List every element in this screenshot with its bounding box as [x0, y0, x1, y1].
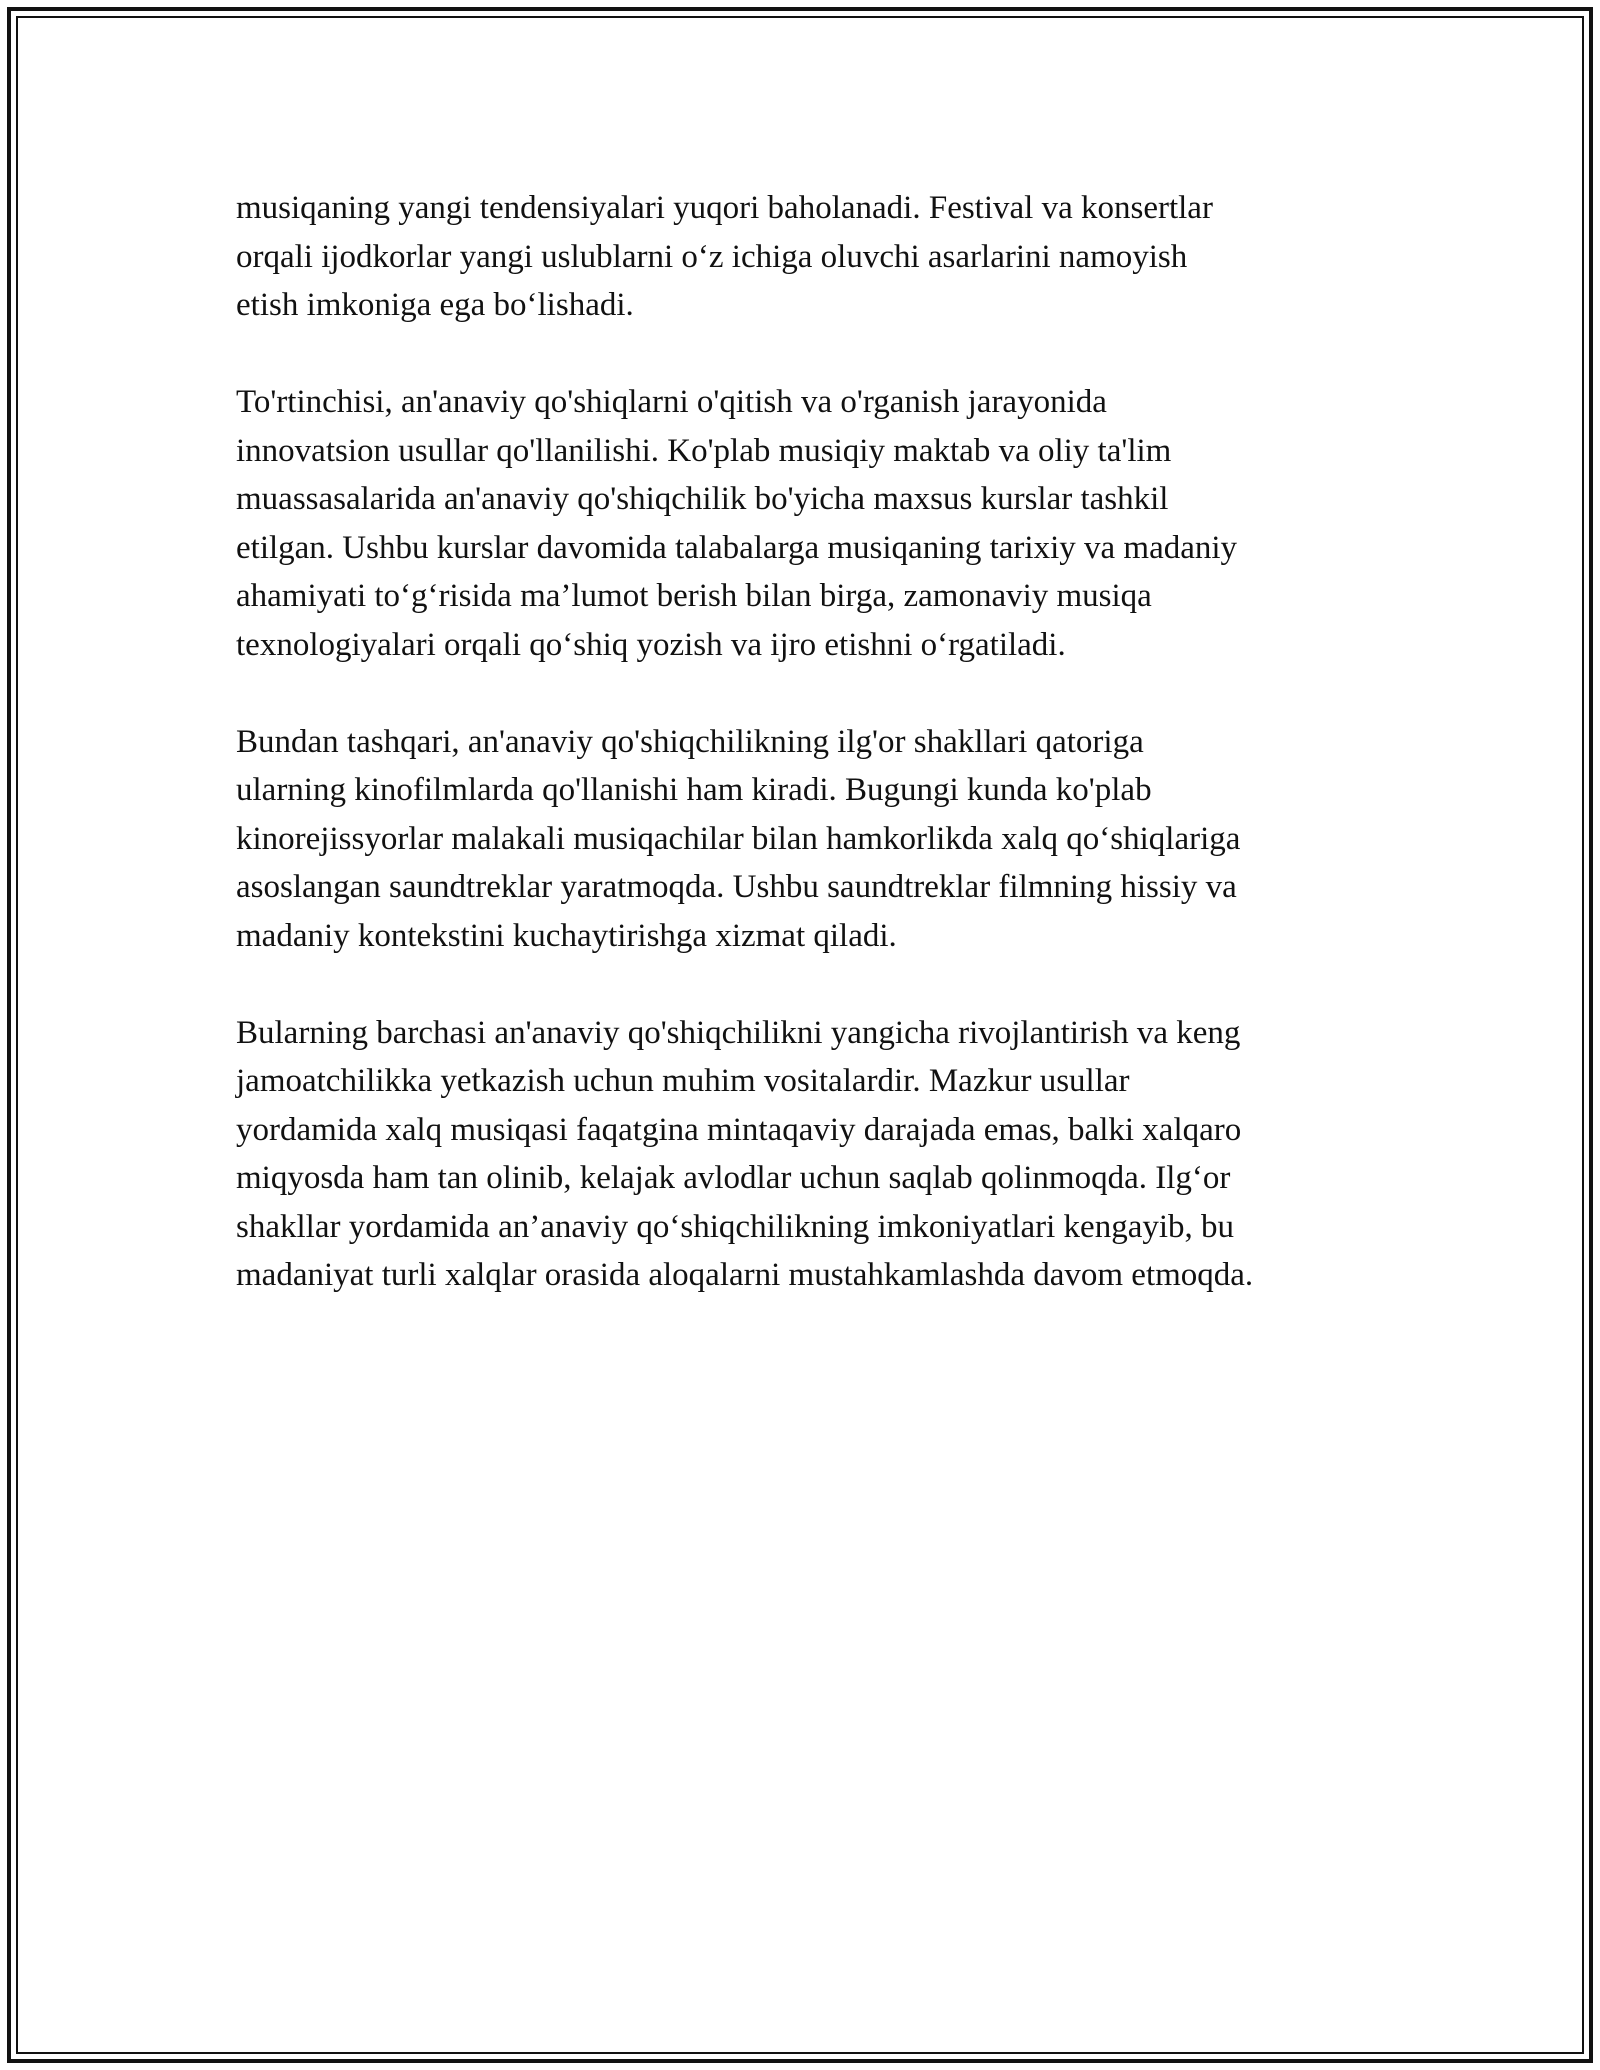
document-body — [236, 184, 1396, 1348]
paragraph-3 — [236, 718, 1396, 961]
text-line: muassasalarida an'anaviy qo'shiqchilik bo'yicha maxsus kurslar tashkil — [236, 481, 1169, 517]
text-line: innovatsion usullar qo'llanilishi. Ko'plab musiqiy maktab va oliy ta'lim — [236, 432, 1172, 469]
paragraph-1 — [236, 184, 1396, 330]
text-line: miqyosda ham tan olinib, kelajak avlodlar uchun saqlab qolinmoqda. Ilg‘or — [236, 1160, 1231, 1196]
text-line: asoslangan saundtreklar yaratmoqda. Ushbu saundtreklar filmning hissiy va — [236, 869, 1237, 905]
text-line: jamoatchilikka yetkazish uchun muhim vositalardir. Mazkur usullar — [236, 1063, 1130, 1099]
text-line: madaniy kontekstini kuchaytirishga xizmat qiladi. — [236, 917, 897, 954]
text-line: shakllar yordamida an’anaviy qo‘shiqchilikning imkoniyatlari kengayib, bu — [236, 1208, 1235, 1245]
text-line: Bularning barchasi an'anaviy qo'shiqchilikni yangicha rivojlantirish va keng — [236, 1014, 1241, 1051]
text-line: musiqaning yangi tendensiyalari yuqori baholanadi. Festival va konsertlar — [236, 190, 1213, 226]
text-line: To'rtinchisi, an'anaviy qo'shiqlarni o'qitish va o'rganish jarayonida — [236, 384, 1107, 420]
text-line: etilgan. Ushbu kurslar davomida talabalarga musiqaning tarixiy va madaniy — [236, 529, 1238, 566]
text-line: ahamiyati to‘g‘risida ma’lumot berish bilan birga, zamonaviy musiqa — [236, 578, 1152, 614]
text-line: orqali ijodkorlar yangi uslublarni o‘z ichiga oluvchi asarlarini namoyish — [236, 238, 1188, 275]
text-line: etish imkoniga ega bo‘lishadi. — [236, 287, 634, 323]
text-line: texnologiyalari orqali qo‘shiq yozish va ijro etishni o‘rgatiladi. — [236, 626, 1066, 663]
text-line: ularning kinofilmlarda qo'llanishi ham kiradi. Bugungi kunda ko'plab — [236, 772, 1152, 808]
paragraph-4 — [236, 1009, 1396, 1300]
paragraph-2 — [236, 378, 1396, 669]
text-line: yordamida xalq musiqasi faqatgina mintaqaviy darajada emas, balki xalqaro — [236, 1111, 1242, 1148]
text-line: Bundan tashqari, an'anaviy qo'shiqchilikning ilg'or shakllari qatoriga — [236, 723, 1144, 760]
text-line: madaniyat turli xalqlar orasida aloqalarni mustahkamlashda davom etmoqda. — [236, 1257, 1254, 1293]
text-line: kinorejissyorlar malakali musiqachilar bilan hamkorlikda xalq qo‘shiqlariga — [236, 820, 1241, 857]
